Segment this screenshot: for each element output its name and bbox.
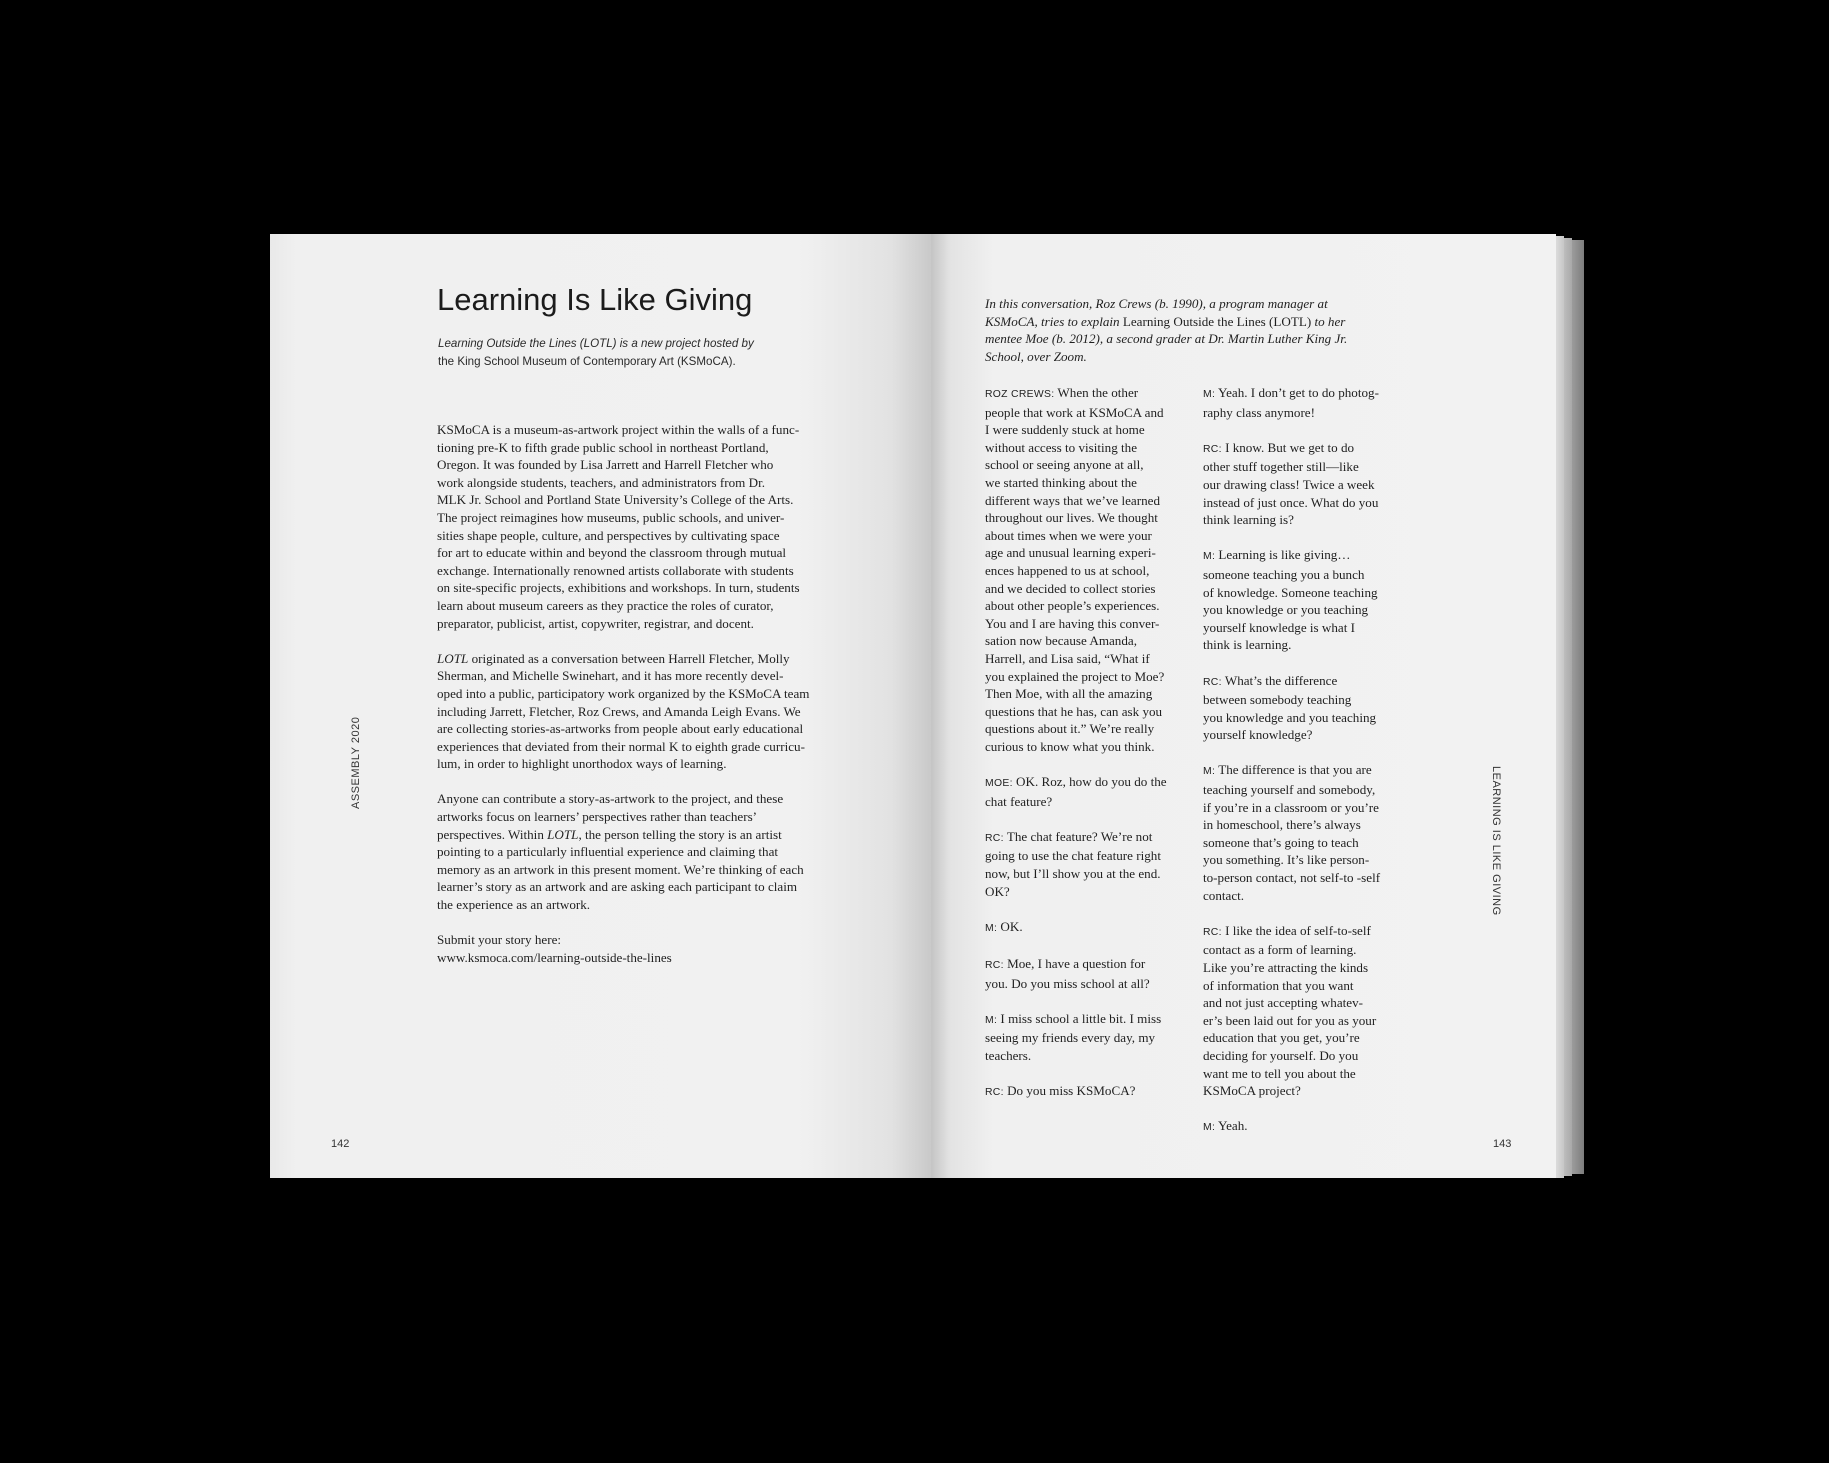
dialogue-turn xyxy=(985,828,1195,900)
dialogue-line: instead of just once. What do you xyxy=(1203,494,1379,510)
dialogue-turn xyxy=(1203,922,1413,1100)
dialogue-line: sation now because Amanda, xyxy=(985,633,1137,649)
project-name: Learning Outside the Lines (LOTL) xyxy=(1122,313,1312,329)
body-line: perspectives. Within LOTL, the person telling the story is an artist xyxy=(437,826,782,842)
intro-line: In this conversation, Roz Crews (b. 1990), a program manager at xyxy=(985,296,1328,311)
body-line: LOTL originated as a conversation between Harrell Fletcher, Molly xyxy=(437,650,790,666)
dialogue-line: M: OK. xyxy=(985,918,1023,934)
body-line: on site-specific projects, exhibitions and workshops. In turn, students xyxy=(437,580,800,596)
dialogue-line: someone teaching you a bunch xyxy=(1203,566,1365,582)
dialogue-turn xyxy=(1203,761,1413,904)
dialogue-turn xyxy=(985,918,1195,938)
speaker-label: M: xyxy=(1203,766,1216,778)
dialogue-line: RC: I like the idea of self-to-self xyxy=(1203,922,1371,938)
speaker-label: M: xyxy=(985,922,998,934)
dialogue-line: M: Learning is like giving… xyxy=(1203,547,1351,563)
speaker-label: RC: xyxy=(985,832,1004,844)
left-body-text xyxy=(437,421,877,984)
body-line: Sherman, and Michelle Swinehart, and it has more recently devel- xyxy=(437,668,784,684)
body-line: artworks focus on learners’ perspectives rather than teachers’ xyxy=(437,809,758,825)
body-paragraph xyxy=(437,931,877,966)
dialogue-line: OK? xyxy=(985,883,1010,899)
dialogue-line: Then Moe, with all the amazing xyxy=(985,686,1153,702)
body-line: tioning pre-K to fifth grade public school in northeast Portland, xyxy=(437,439,769,455)
dialogue-line: think is learning. xyxy=(1203,637,1292,653)
body-line: MLK Jr. School and Portland State University’s College of the Arts. xyxy=(437,492,794,508)
body-line: exchange. Internationally renowned artists collaborate with students xyxy=(437,562,794,578)
dialogue-turn xyxy=(985,773,1195,810)
intro-line xyxy=(438,353,838,371)
body-line: Anyone can contribute a story-as-artwork to the project, and these xyxy=(437,791,784,807)
running-head-right: LEARNING IS LIKE GIVING xyxy=(1490,766,1502,916)
speaker-label: RC: xyxy=(1203,443,1222,455)
dialogue-line: M: The difference is that you are xyxy=(1203,762,1372,778)
dialogue-line: of information that you want xyxy=(1203,977,1354,993)
dialogue-line: and we decided to collect stories xyxy=(985,580,1156,596)
dialogue-line: other stuff together still—like xyxy=(1203,459,1359,475)
dialogue-line: RC: The chat feature? We’re not xyxy=(985,828,1153,844)
dialogue-line: in homeschool, there’s always xyxy=(1203,817,1361,833)
dialogue-line: if you’re in a classroom or you’re xyxy=(1203,799,1379,815)
dialogue-line: you knowledge or you teaching xyxy=(1203,602,1369,618)
dialogue-turn xyxy=(985,955,1195,992)
dialogue-line: yourself knowledge is what I xyxy=(1203,619,1355,635)
intro-line xyxy=(438,335,838,353)
page-number-left: 142 xyxy=(331,1138,350,1150)
dialogue-line: people that work at KSMoCA and xyxy=(985,404,1164,420)
intro-line-2: the King School Museum of Contemporary Art (KSMoCA). xyxy=(438,354,736,368)
body-line: Oregon. It was founded by Lisa Jarrett and Harrell Fletcher who xyxy=(437,457,774,473)
dialogue-column-2 xyxy=(1203,384,1413,1155)
cover-edge xyxy=(1572,240,1584,1174)
page-stack-edge xyxy=(1556,236,1564,1178)
body-line: KSMoCA is a museum-as-artwork project within the walls of a func- xyxy=(437,422,800,437)
speaker-label: M: xyxy=(1203,551,1216,563)
dialogue-line: M: Yeah. xyxy=(1203,1118,1248,1134)
intro-line: mentee Moe (b. 2012), a second grader at Dr. Martin Luther King Jr. xyxy=(985,331,1348,347)
dialogue-line: school or seeing anyone at all, xyxy=(985,457,1144,473)
dialogue-line: teachers. xyxy=(985,1047,1032,1063)
dialogue-line: yourself knowledge? xyxy=(1203,727,1313,743)
body-paragraph xyxy=(437,650,877,773)
body-line: oped into a public, participatory work organized by the KSMoCA team xyxy=(437,685,810,701)
dialogue-turn xyxy=(985,384,1195,755)
body-line: the experience as an artwork. xyxy=(437,897,591,913)
dialogue-turn xyxy=(1203,672,1413,744)
book-spread xyxy=(270,234,1586,1178)
dialogue-turn xyxy=(1203,1117,1413,1137)
dialogue-line: ences happened to us at school, xyxy=(985,562,1150,578)
dialogue-line: curious to know what you think. xyxy=(985,738,1155,754)
speaker-label: RC: xyxy=(985,1087,1004,1099)
dialogue-line: chat feature? xyxy=(985,793,1053,809)
dialogue-line: deciding for yourself. Do you xyxy=(1203,1047,1359,1063)
dialogue-line: M: Yeah. I don’t get to do photog- xyxy=(1203,385,1379,400)
dialogue-line: questions that he has, can ask you xyxy=(985,703,1163,719)
body-line: The project reimagines how museums, public schools, and univer- xyxy=(437,509,785,525)
dialogue-line: without access to visiting the xyxy=(985,439,1138,455)
dialogue-line: between somebody teaching xyxy=(1203,692,1352,708)
dialogue-line: M: I miss school a little bit. I miss xyxy=(985,1010,1162,1026)
dialogue-line: Like you’re attracting the kinds xyxy=(1203,960,1369,975)
page-stack-edge xyxy=(1564,238,1572,1176)
dialogue-turn xyxy=(1203,384,1413,421)
dialogue-line: about other people’s experiences. xyxy=(985,598,1160,614)
dialogue-line: someone that’s going to teach xyxy=(1203,834,1359,850)
dialogue-line: MOE: OK. Roz, how do you do the xyxy=(985,774,1167,790)
dialogue-line: RC: Moe, I have a question for xyxy=(985,956,1146,971)
dialogue-line: you knowledge and you teaching xyxy=(1203,709,1377,725)
body-line: Submit your story here: xyxy=(437,932,562,948)
dialogue-turn xyxy=(1203,439,1413,529)
dialogue-turn xyxy=(985,1010,1195,1065)
dialogue-line: you explained the project to Moe? xyxy=(985,668,1165,684)
dialogue-line: teaching yourself and somebody, xyxy=(1203,782,1376,798)
dialogue-line: RC: I know. But we get to do xyxy=(1203,439,1355,455)
body-line: sities shape people, culture, and perspectives by cultivating space xyxy=(437,527,780,543)
dialogue-line: RC: What’s the difference xyxy=(1203,672,1338,688)
conversation-intro xyxy=(985,295,1405,365)
intro-line-1: Learning Outside the Lines (LOTL) is a new project hosted by xyxy=(438,337,754,350)
dialogue-line: age and unusual learning experi- xyxy=(985,545,1156,561)
italic-term: LOTL xyxy=(547,826,579,842)
dialogue-line: er’s been laid out for you as your xyxy=(1203,1012,1377,1028)
body-paragraph xyxy=(437,790,877,913)
dialogue-line: I were suddenly stuck at home xyxy=(985,422,1145,438)
body-line: memory as an artwork in this present moment. We’re thinking of each xyxy=(437,861,804,877)
dialogue-line: raphy class anymore! xyxy=(1203,404,1315,420)
dialogue-line: KSMoCA project? xyxy=(1203,1083,1301,1099)
body-line: experiences that deviated from their normal K to eighth grade curricu- xyxy=(437,738,805,754)
dialogue-line: You and I are having this conver- xyxy=(985,615,1160,631)
dialogue-line: contact. xyxy=(1203,887,1245,903)
body-line: work alongside students, teachers, and administrators from Dr. xyxy=(437,474,765,490)
running-head-left: ASSEMBLY 2020 xyxy=(350,716,362,809)
speaker-label: M: xyxy=(1203,1122,1216,1134)
dialogue-turn xyxy=(1203,546,1413,654)
dialogue-line: throughout our lives. We thought xyxy=(985,510,1158,526)
dialogue-line: to-person contact, not self-to -self xyxy=(1203,870,1381,886)
dialogue-line: RC: Do you miss KSMoCA? xyxy=(985,1083,1136,1099)
dialogue-line: education that you get, you’re xyxy=(1203,1030,1360,1046)
dialogue-line: our drawing class! Twice a week xyxy=(1203,476,1375,492)
speaker-label: M: xyxy=(985,1014,998,1026)
page-number-right: 143 xyxy=(1493,1138,1512,1150)
dialogue-line: different ways that we’ve learned xyxy=(985,492,1160,508)
dialogue-line: want me to tell you about the xyxy=(1203,1065,1356,1081)
dialogue-line: now, but I’ll show you at the end. xyxy=(985,866,1161,882)
dialogue-line: we started thinking about the xyxy=(985,474,1137,490)
dialogue-line: seeing my friends every day, my xyxy=(985,1030,1156,1046)
speaker-label: ROZ CREWS: xyxy=(985,389,1055,400)
speaker-label: RC: xyxy=(985,960,1004,971)
speaker-label: RC: xyxy=(1203,676,1222,688)
intro-text xyxy=(438,335,838,370)
dialogue-line: ROZ CREWS: When the other xyxy=(985,385,1139,400)
body-line: learn about museum careers as they practice the roles of curator, xyxy=(437,597,774,613)
dialogue-line: and not just accepting whatev- xyxy=(1203,995,1363,1011)
dialogue-line: think learning is? xyxy=(1203,512,1294,528)
dialogue-line: going to use the chat feature right xyxy=(985,848,1161,864)
dialogue-line: about times when we were your xyxy=(985,527,1152,543)
speaker-label: MOE: xyxy=(985,778,1013,790)
dialogue-line: Harrell, and Lisa said, “What if xyxy=(985,650,1150,666)
dialogue-line: of knowledge. Someone teaching xyxy=(1203,584,1378,600)
body-line: lum, in order to highlight unorthodox ways of learning. xyxy=(437,756,727,772)
body-line: are collecting stories-as-artworks from people about early educational xyxy=(437,721,804,737)
dialogue-line: you something. It’s like person- xyxy=(1203,852,1370,868)
italic-term: LOTL xyxy=(437,650,469,666)
body-line: learner’s story as an artwork and are asking each participant to claim xyxy=(437,879,798,895)
page-title: Learning Is Like Giving xyxy=(437,282,753,317)
dialogue-line: contact as a form of learning. xyxy=(1203,942,1357,958)
dialogue-turn xyxy=(985,1082,1195,1102)
body-line: for art to educate within and beyond the classroom through mutual xyxy=(437,545,787,561)
dialogue-column-1 xyxy=(985,384,1195,1119)
body-line: preparator, publicist, artist, copywriter, registrar, and docent. xyxy=(437,615,754,631)
body-line: pointing to a particularly influential experience and claiming that xyxy=(437,844,779,860)
speaker-label: M: xyxy=(1203,389,1216,400)
dialogue-line: questions about it.” We’re really xyxy=(985,721,1155,737)
intro-line: School, over Zoom. xyxy=(985,348,1087,364)
body-line: including Jarrett, Fletcher, Roz Crews, and Amanda Leigh Evans. We xyxy=(437,703,801,719)
body-paragraph xyxy=(437,421,877,632)
speaker-label: RC: xyxy=(1203,926,1222,938)
intro-line: KSMoCA, tries to explain Learning Outside the Lines (LOTL) to her xyxy=(985,313,1346,329)
dialogue-line: you. Do you miss school at all? xyxy=(985,975,1150,991)
body-line: www.ksmoca.com/learning-outside-the-lines xyxy=(437,949,672,965)
